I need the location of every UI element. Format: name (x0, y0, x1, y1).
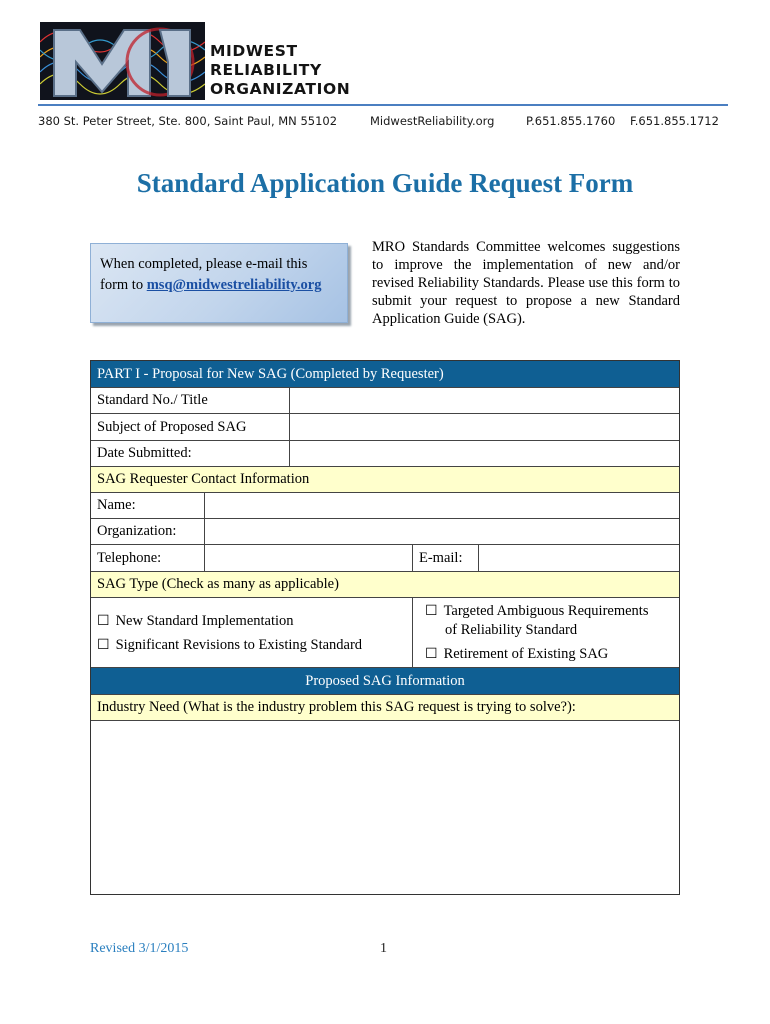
website-link[interactable]: MidwestReliability.org (370, 114, 495, 128)
option-targeted-ambiguous[interactable] (425, 602, 648, 621)
org-name-line1: MIDWEST (210, 42, 298, 60)
organization-field[interactable] (205, 519, 679, 544)
subject-label: Subject of Proposed SAG (97, 418, 247, 435)
industry-need-row (91, 695, 679, 721)
date-row (91, 441, 679, 467)
option-label: Significant Revisions to Existing Standard (115, 637, 363, 653)
contact-header: SAG Requester Contact Information (97, 471, 310, 487)
organization-row (91, 519, 679, 545)
email-field[interactable] (479, 545, 679, 571)
sag-type-header: SAG Type (Check as many as applicable) (97, 576, 339, 592)
sag-type-options-row (91, 598, 679, 668)
proposed-header-row (91, 668, 679, 695)
telephone-label: Telephone: (97, 549, 162, 566)
name-row (91, 493, 679, 519)
option-label: New Standard Implementation (115, 613, 294, 629)
sag-type-header-row (91, 572, 679, 598)
standard-no-label: Standard No./ Title (97, 392, 208, 408)
form-title: Standard Application Guide Request Form (136, 168, 634, 198)
option-label: Targeted Ambiguous Requirements (443, 603, 649, 619)
standard-no-field[interactable] (290, 388, 679, 413)
address-text: 380 St. Peter Street, Ste. 800, Saint Paul, MN 55102 (38, 114, 338, 128)
telephone-email-row (91, 545, 679, 572)
checkbox-icon[interactable]: ☐ (97, 637, 110, 653)
date-field[interactable] (290, 441, 679, 466)
email-label: E-mail: (419, 549, 463, 566)
header-rule (38, 104, 728, 106)
revised-date: Revised 3/1/2015 (90, 941, 189, 956)
mro-logo (40, 22, 205, 100)
name-label: Name: (97, 497, 136, 513)
part1-header: PART I - Proposal for New SAG (Completed by Requester) (97, 365, 444, 382)
option-significant-revisions[interactable] (97, 636, 362, 655)
name-field[interactable] (205, 493, 679, 518)
instruction-prefix: form to (100, 277, 147, 293)
subject-row (91, 414, 679, 441)
telephone-field[interactable] (205, 545, 412, 571)
date-label: Date Submitted: (97, 445, 192, 461)
fax-text: F.651.855.1712 (630, 114, 719, 128)
org-name-line3: ORGANIZATION (210, 80, 351, 98)
checkbox-icon[interactable]: ☐ (425, 603, 438, 619)
checkbox-icon[interactable]: ☐ (97, 613, 110, 629)
subject-field[interactable] (290, 414, 679, 440)
option-targeted-ambiguous-line2: of Reliability Standard (445, 622, 578, 638)
intro-paragraph: MRO Standards Committee welcomes suggestions to improve the implementation of new and/or revised Reliability Standards. Please use this form to submit your request to propose a new Standard Application Guide (SAG). (372, 239, 680, 327)
part1-header-row (91, 361, 679, 388)
checkbox-icon[interactable]: ☐ (425, 646, 438, 662)
standard-no-row (91, 388, 679, 414)
request-form-table (90, 360, 680, 895)
option-new-standard[interactable] (97, 612, 294, 631)
organization-label: Organization: (97, 523, 177, 539)
instruction-box (90, 243, 348, 323)
instruction-line1: When completed, please e-mail this (100, 256, 308, 272)
org-name-line2: RELIABILITY (210, 61, 322, 79)
option-retirement[interactable] (425, 645, 608, 664)
industry-need-field[interactable] (91, 721, 679, 894)
proposed-header: Proposed SAG Information (305, 672, 465, 689)
contact-header-row (91, 467, 679, 493)
page-number: 1 (380, 941, 387, 956)
option-label: Retirement of Existing SAG (443, 646, 609, 662)
instruction-line2 (100, 275, 339, 296)
industry-need-label: Industry Need (What is the industry problem this SAG request is trying to solve?): (97, 699, 576, 715)
email-link[interactable]: msq@midwestreliability.org (146, 277, 322, 293)
phone-text: P.651.855.1760 (526, 114, 616, 128)
